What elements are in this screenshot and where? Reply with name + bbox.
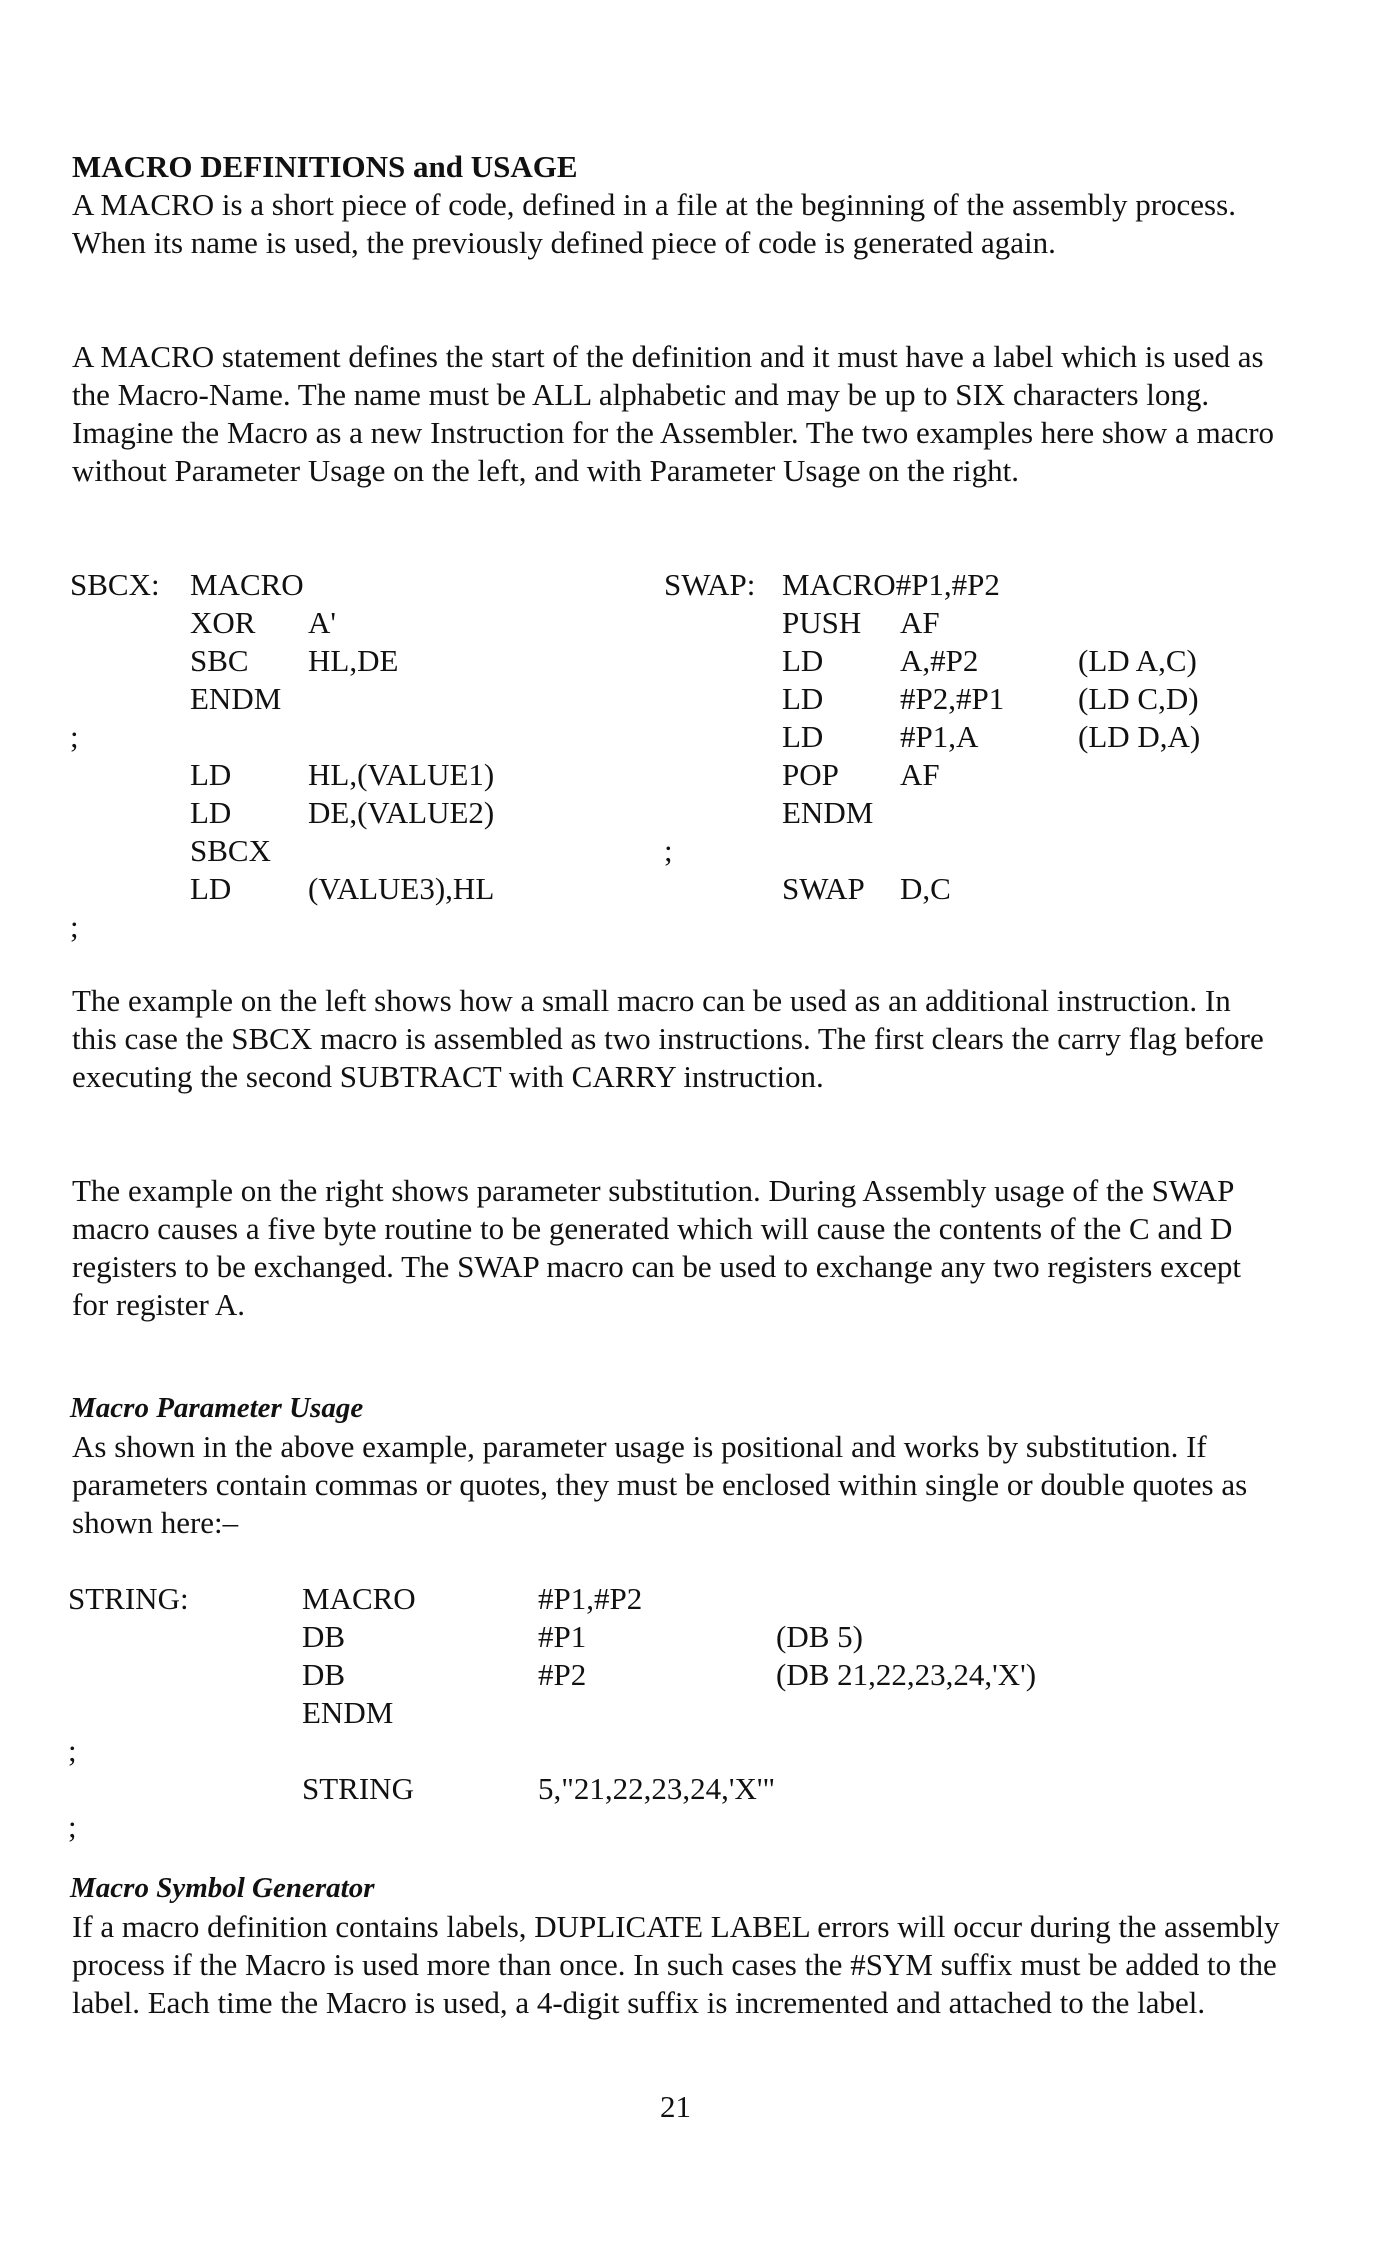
- code-op: ENDM: [190, 681, 282, 716]
- code-arg: #P2,#P1: [900, 681, 1005, 716]
- code-arg: #P1,A: [900, 719, 979, 754]
- code-op: ENDM: [782, 795, 874, 830]
- code-op: STRING: [302, 1771, 414, 1806]
- page-number: 21: [660, 2089, 691, 2124]
- code-arg: AF: [900, 605, 940, 640]
- code-comment: (LD A,C): [1078, 643, 1197, 678]
- code-op: LD: [190, 757, 232, 792]
- code-arg: #P1: [538, 1619, 587, 1654]
- code-op: MACRO: [190, 567, 304, 602]
- code-arg: A,#P2: [900, 643, 979, 678]
- code-op: LD: [190, 795, 232, 830]
- subheading-symbol-generator: Macro Symbol Generator: [70, 1872, 375, 1904]
- code-op: MACRO#P1,#P2: [782, 567, 1000, 602]
- code-comment: (LD C,D): [1078, 681, 1199, 716]
- code-comment: (LD D,A): [1078, 719, 1201, 754]
- code-label: SBCX:: [70, 567, 160, 602]
- code-label: ;: [664, 833, 673, 868]
- code-label: ;: [68, 1809, 77, 1844]
- code-op: SBCX: [190, 833, 271, 868]
- right-example-explanation: The example on the right shows parameter substitution. During Assembly usage of the SWAP macro causes a five byte routine to be generated which will cause the contents of the C and D registers to be exchanged. The SWAP macro can be used to exchange any two registers except for register A.: [72, 1173, 1241, 1322]
- code-op: DB: [302, 1619, 346, 1654]
- code-op: LD: [782, 681, 824, 716]
- code-arg: DE,(VALUE2): [308, 795, 495, 830]
- code-arg: HL,(VALUE1): [308, 757, 495, 792]
- code-arg: HL,DE: [308, 643, 399, 678]
- code-op: DB: [302, 1657, 346, 1692]
- code-op: LD: [782, 719, 824, 754]
- code-arg: #P2: [538, 1657, 587, 1692]
- code-op: ENDM: [302, 1695, 394, 1730]
- code-arg: D,C: [900, 871, 951, 906]
- code-op: MACRO: [302, 1581, 416, 1616]
- subheading-parameter-usage: Macro Parameter Usage: [70, 1392, 364, 1424]
- code-label: ;: [70, 909, 79, 944]
- code-comment: (DB 21,22,23,24,'X'): [776, 1657, 1037, 1692]
- code-arg: AF: [900, 757, 940, 792]
- code-op: SWAP: [782, 871, 865, 906]
- code-op: LD: [190, 871, 232, 906]
- code-label: SWAP:: [664, 567, 756, 602]
- code-op: PUSH: [782, 605, 862, 640]
- code-label: ;: [68, 1733, 77, 1768]
- code-arg: (VALUE3),HL: [308, 871, 495, 906]
- code-comment: (DB 5): [776, 1619, 863, 1654]
- code-arg: A': [308, 605, 336, 640]
- code-label: STRING:: [68, 1581, 189, 1616]
- section-heading: MACRO DEFINITIONS and USAGE: [72, 149, 578, 184]
- code-op: XOR: [190, 605, 256, 640]
- parameter-usage-paragraph: As shown in the above example, parameter usage is positional and works by substitution. If parameters contain commas or quotes, they must be enclosed within single or double quotes as shown here:–: [72, 1429, 1248, 1540]
- code-arg: #P1,#P2: [538, 1581, 643, 1616]
- intro-paragraph: A MACRO is a short piece of code, defined in a file at the beginning of the assembly process. When its name is used, the previously defined piece of code is generated again.: [72, 187, 1236, 260]
- left-example-explanation: The example on the left shows how a small macro can be used as an additional instruction. In this case the SBCX macro is assembled as two instructions. The first clears the carry flag before executing the second SUBTRACT with CARRY instruction.: [72, 983, 1264, 1094]
- code-op: SBC: [190, 643, 249, 678]
- macro-statement-paragraph: A MACRO statement defines the start of the definition and it must have a label which is used as the Macro-Name. The name must be ALL alphabetic and may be up to SIX characters long. Imagine the Macro as a new Instruction for the Assembler. The two examples here show a macro without Parameter Usage on the left, and with Parameter Usage on the right.: [72, 339, 1275, 488]
- code-arg: 5,"21,22,23,24,'X'": [538, 1771, 776, 1806]
- code-label: ;: [70, 719, 79, 754]
- symbol-generator-paragraph: If a macro definition contains labels, DUPLICATE LABEL errors will occur during the assembly process if the Macro is used more than once. In such cases the #SYM suffix must be added to the label. Each time the Macro is used, a 4-digit suffix is incremented and attached to the label.: [72, 1909, 1280, 2020]
- code-op: LD: [782, 643, 824, 678]
- code-op: POP: [782, 757, 839, 792]
